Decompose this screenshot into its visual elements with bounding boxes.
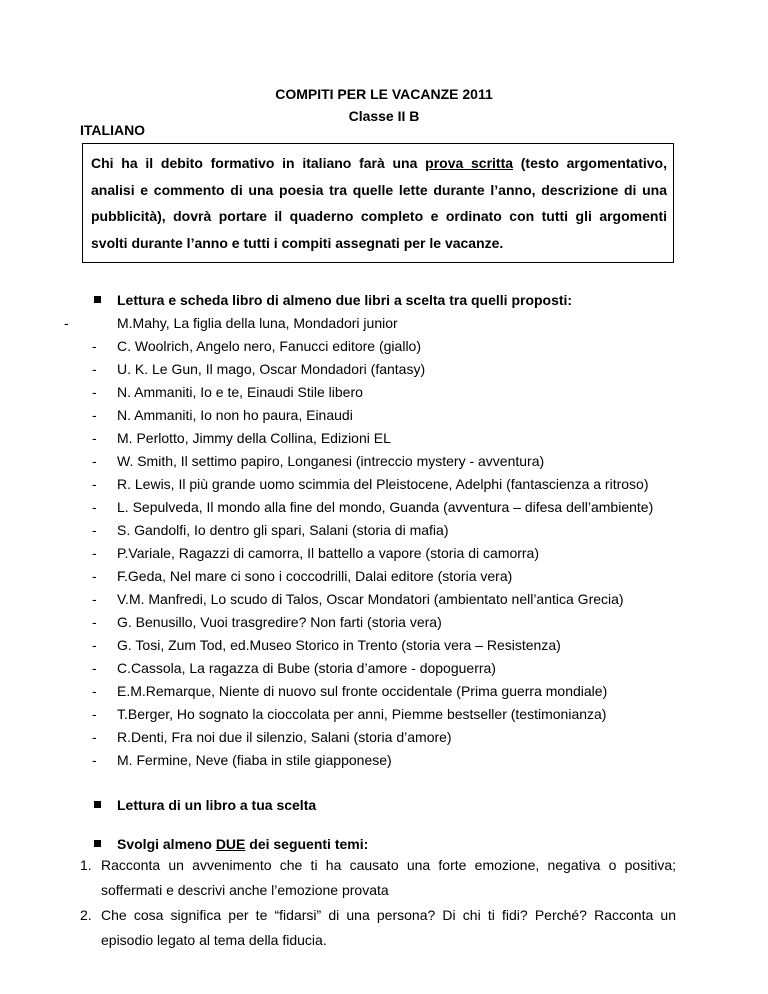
square-bullet-icon [94, 840, 101, 847]
document-title: COMPITI PER LE VACANZE 2011 [275, 86, 493, 102]
free-choice-heading-text: Lettura di un libro a tua scelta [117, 797, 317, 813]
dash-marker: - [92, 384, 97, 400]
dash-marker: - [92, 591, 97, 607]
essays-heading-underlined: DUE [215, 836, 246, 852]
dash-marker: - [92, 614, 97, 630]
section-heading-italiano: ITALIANO [80, 122, 146, 138]
essay-number: 2. [80, 907, 92, 923]
book-entry: W. Smith, Il settimo papiro, Longanesi (intreccio mystery - avventura) [117, 453, 545, 469]
essay-text: Che cosa significa per te “fidarsi” di una persona? Di chi ti fidi? Perché? Racconta un episodio legato al tema della fiducia. [101, 907, 676, 948]
essay-number: 1. [80, 857, 92, 873]
dash-marker: - [92, 407, 97, 423]
reading-heading-text: Lettura e scheda libro di almeno due libri a scelta tra quelli proposti: [117, 292, 573, 308]
dash-marker: - [92, 430, 97, 446]
dash-marker: - [92, 660, 97, 676]
dash-marker: - [92, 361, 97, 377]
dash-marker: - [92, 706, 97, 722]
book-entry: R.Denti, Fra noi due il silenzio, Salani (storia d’amore) [117, 729, 452, 745]
book-entry: T.Berger, Ho sognato la cioccolata per anni, Piemme bestseller (testimonianza) [117, 706, 607, 722]
essay-item-1 [80, 853, 676, 903]
essay-item-2 [80, 903, 676, 953]
book-entry: M. Fermine, Neve (fiaba in stile giapponese) [117, 752, 392, 768]
dash-marker: - [92, 499, 97, 515]
dash-marker: - [92, 683, 97, 699]
book-entry: F.Geda, Nel mare ci sono i coccodrilli, Dalai editore (storia vera) [117, 568, 513, 584]
book-entry: U. K. Le Gun, Il mago, Oscar Mondadori (fantasy) [117, 361, 426, 377]
notice-box [82, 143, 674, 263]
book-entry: L. Sepulveda, Il mondo alla fine del mondo, Guanda (avventura – difesa dell’ambiente) [117, 499, 654, 515]
dash-marker: - [92, 338, 97, 354]
book-entry: S. Gandolfi, Io dentro gli spari, Salani (storia di mafia) [117, 522, 449, 538]
essay-text: Racconta un avvenimento che ti ha causato una forte emozione, negativa o positiva; soffermati e descrivi anche l’emozione provata [101, 857, 676, 898]
dash-marker: - [64, 315, 69, 331]
reading-heading [94, 292, 572, 308]
essays-heading-after: dei seguenti temi: [245, 836, 369, 852]
book-entry: M.Mahy, La figlia della luna, Mondadori junior [117, 315, 398, 331]
book-entry: C.Cassola, La ragazza di Bube (storia d’amore - dopoguerra) [117, 660, 496, 676]
dash-marker: - [92, 729, 97, 745]
notice-text-before: Chi ha il debito formativo in italiano farà una [91, 155, 426, 171]
dash-marker: - [92, 568, 97, 584]
dash-marker: - [92, 752, 97, 768]
document-subtitle: Classe II B [348, 108, 420, 124]
notice-text-after: (testo argomentativo, analisi e commento di una poesia tra quelle lette durante l’anno, descrizione di una pubblicità), dovrà portare il quaderno completo e ordinato con tutti gli argomenti svolti durante l’anno e tutti i compiti assegnati per le vacanze. [91, 155, 667, 251]
square-bullet-icon [94, 296, 101, 303]
dash-marker: - [92, 637, 97, 653]
book-entry: G. Tosi, Zum Tod, ed.Museo Storico in Trento (storia vera – Resistenza) [117, 637, 561, 653]
book-entry: N. Ammaniti, Io e te, Einaudi Stile libero [117, 384, 363, 400]
book-entry: P.Variale, Ragazzi di camorra, Il battello a vapore (storia di camorra) [117, 545, 539, 561]
book-entry: N. Ammaniti, Io non ho paura, Einaudi [117, 407, 353, 423]
essays-heading [94, 836, 368, 852]
dash-marker: - [92, 476, 97, 492]
book-entry: R. Lewis, Il più grande uomo scimmia del Pleistocene, Adelphi (fantascienza a ritroso) [117, 476, 649, 492]
free-choice-heading [94, 797, 316, 813]
dash-marker: - [92, 522, 97, 538]
book-entry: M. Perlotto, Jimmy della Collina, Edizioni EL [117, 430, 391, 446]
notice-text-underlined: prova scritta [425, 155, 514, 171]
book-entry: C. Woolrich, Angelo nero, Fanucci editore (giallo) [117, 338, 422, 354]
essays-heading-before: Svolgi almeno [117, 836, 216, 852]
square-bullet-icon [94, 801, 101, 808]
dash-marker: - [92, 545, 97, 561]
book-entry: G. Benusillo, Vuoi trasgredire? Non farti (storia vera) [117, 614, 442, 630]
dash-marker: - [92, 453, 97, 469]
book-entry: V.M. Manfredi, Lo scudo di Talos, Oscar Mondatori (ambientato nell’antica Grecia) [117, 591, 624, 607]
book-entry: E.M.Remarque, Niente di nuovo sul fronte occidentale (Prima guerra mondiale) [117, 683, 608, 699]
